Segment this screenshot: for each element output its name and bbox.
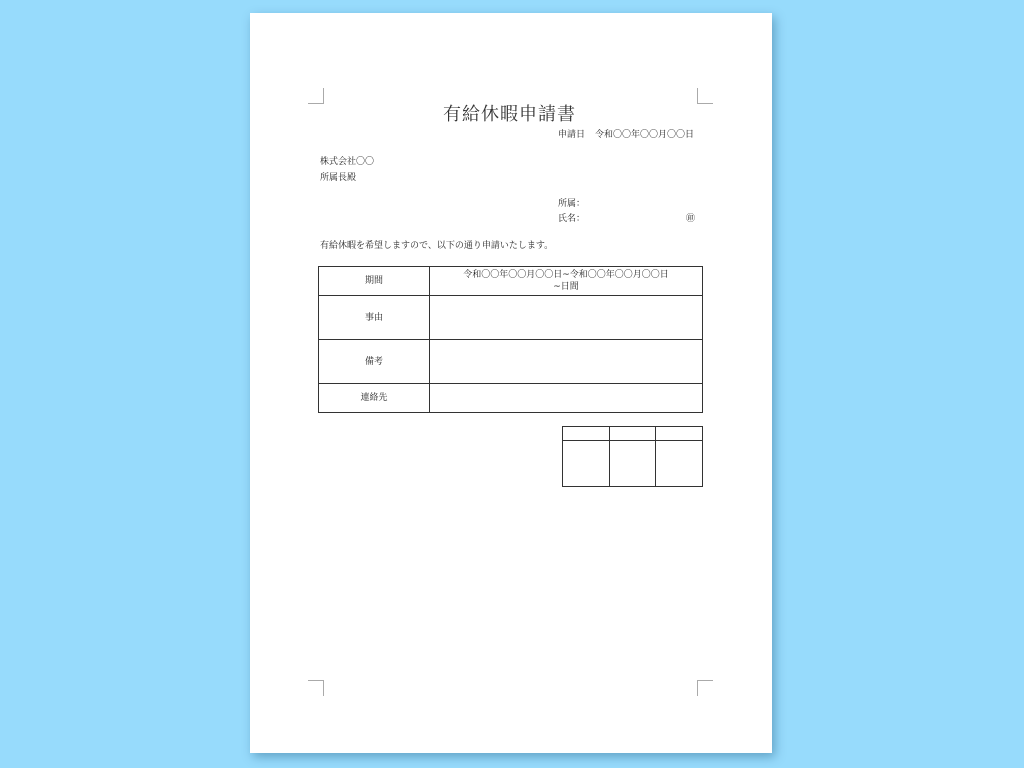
stamp-box[interactable]	[563, 441, 610, 487]
reason-value[interactable]	[430, 296, 703, 340]
document-title: 有給休暇申請書	[443, 104, 576, 125]
stamp-box[interactable]	[609, 441, 656, 487]
intro-text: 有給休暇を希望しますので、以下の通り申請いたします。	[320, 241, 554, 251]
department-label: 所属：	[558, 199, 586, 209]
period-value[interactable]	[430, 267, 703, 296]
table-row-contact	[319, 384, 703, 413]
crop-mark-bottom-left	[308, 680, 324, 696]
period-dates: 令和〇〇年〇〇月〇〇日~令和〇〇年〇〇月〇〇日	[463, 270, 669, 280]
stamp-header	[563, 427, 610, 441]
row-label: 備考	[319, 340, 430, 384]
notes-value[interactable]	[430, 340, 703, 384]
crop-mark-bottom-right	[697, 680, 713, 696]
crop-mark-top-right	[697, 88, 713, 104]
stamp-header	[656, 427, 703, 441]
row-label: 連絡先	[319, 384, 430, 413]
name-label: 氏名：	[558, 214, 586, 224]
row-label: 期間	[319, 267, 430, 296]
crop-mark-top-left	[308, 88, 324, 104]
addressee: 所属長殿	[320, 173, 357, 183]
row-label: 事由	[319, 296, 430, 340]
table-row-notes	[319, 340, 703, 384]
application-table	[318, 266, 703, 413]
stamp-header	[609, 427, 656, 441]
date-value: 令和〇〇年〇〇月〇〇日	[595, 130, 695, 140]
seal-mark: ㊞	[686, 214, 696, 224]
period-days: ~日間	[553, 282, 579, 292]
table-row-period	[319, 267, 703, 296]
document-page	[250, 13, 772, 753]
approval-stamp-table	[562, 426, 703, 487]
stamp-box[interactable]	[656, 441, 703, 487]
table-row-reason	[319, 296, 703, 340]
contact-value[interactable]	[430, 384, 703, 413]
date-label: 申請日	[558, 130, 586, 140]
company-name: 株式会社〇〇	[320, 157, 375, 167]
